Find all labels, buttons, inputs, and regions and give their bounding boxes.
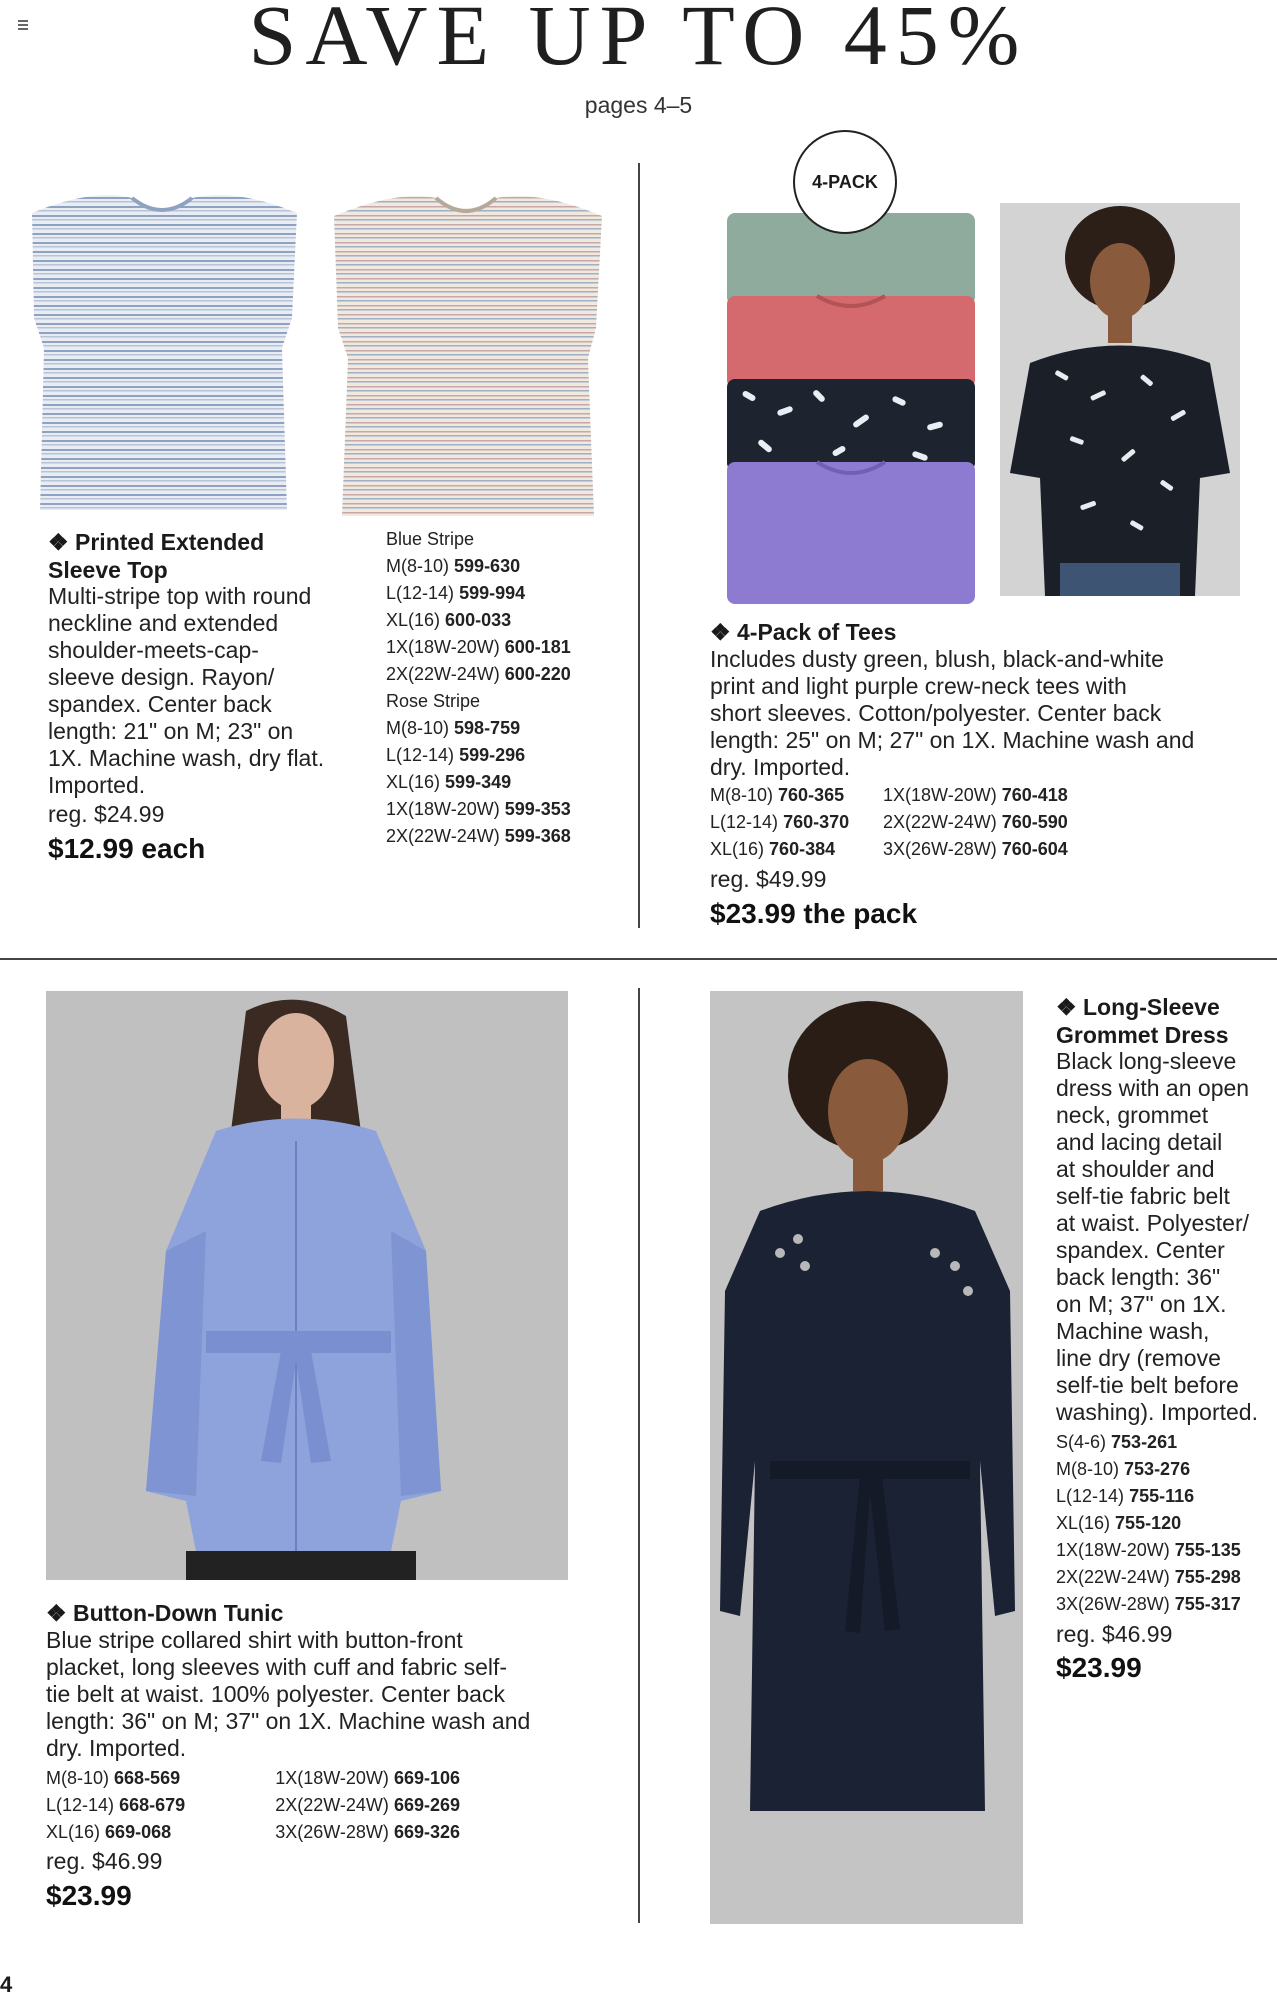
sku-row: L(12-14) 599-994 (386, 583, 526, 603)
color-label-rose-stripe: Rose Stripe (386, 691, 481, 711)
dress-description: Black long-sleeve dress with an open neck, grommet and lacing detail at shoulder and self-tie fabric belt at waist. Polyester/ spandex. Center back length: 36" on M; 37" on 1X. Machine wash, line dry (remove self-tie belt before washing). Imported. (1056, 1048, 1258, 1425)
tunic-reg-price: reg. $46.99 (46, 1848, 163, 1874)
sku-row: M(8-10) 599-630 (386, 556, 521, 576)
four-pack-sku-list-right (883, 782, 1113, 863)
sku-row: XL(16) 755-120 (1056, 1513, 1182, 1533)
sku-row: XL(16) 669-068 (46, 1822, 172, 1842)
four-pack-badge: 4-PACK (793, 130, 897, 234)
page-headline: SAVE UP TO 45% (248, 0, 1029, 83)
sku-row: 3X(26W-28W) 669-326 (275, 1822, 460, 1842)
sku-row: XL(16) 760-384 (710, 839, 836, 859)
sku-row: 1X(18W-20W) 669-106 (275, 1768, 460, 1788)
sku-row: S(4-6) 753-261 (1056, 1432, 1178, 1452)
sku-row: 2X(22W-24W) 599-368 (386, 826, 571, 846)
sku-row: 2X(22W-24W) 600-220 (386, 664, 571, 684)
tunic-description: Blue stripe collared shirt with button-front placket, long sleeves with cuff and fabric self- tie belt at waist. 100% polyester. Center back length: 36" on M; 37" on 1X. Machine wash and dry. Imported. (46, 1627, 531, 1761)
four-pack-description: Includes dusty green, blush, black-and-white print and light purple crew-neck tees with short sleeves. Cotton/polyester. Center back length: 25" on M; 27" on 1X. Machine wash and dry. Imported. (710, 646, 1195, 780)
grommet-dress-image[interactable] (710, 991, 1023, 1924)
pages-label: pages 4–5 (584, 92, 693, 118)
dress-title: ❖ Long-Sleeve Grommet Dress (1056, 994, 1229, 1048)
sku-row: 2X(22W-24W) 755-298 (1056, 1567, 1241, 1587)
blue-stripe-top-image[interactable] (22, 188, 305, 510)
sku-row: XL(16) 600-033 (386, 610, 512, 630)
printed-top-sale-price: $12.99 each (48, 833, 206, 864)
rose-stripe-top-image[interactable] (326, 188, 608, 516)
color-label-blue-stripe: Blue Stripe (386, 529, 475, 549)
sku-row: 1X(18W-20W) 760-418 (883, 785, 1068, 805)
page-number: 4 (0, 1972, 13, 1997)
four-pack-reg-price: reg. $49.99 (710, 866, 827, 892)
sku-row: 1X(18W-20W) 599-353 (386, 799, 571, 819)
dress-sale-price: $23.99 (1056, 1652, 1142, 1683)
four-pack-tees-image[interactable] (722, 208, 980, 608)
sku-row: 1X(18W-20W) 600-181 (386, 637, 571, 657)
dress-reg-price: reg. $46.99 (1056, 1621, 1173, 1647)
sku-row: 2X(22W-24W) 760-590 (883, 812, 1068, 832)
printed-top-sku-list (386, 526, 626, 850)
sku-row: M(8-10) 668-569 (46, 1768, 181, 1788)
sku-row: 3X(26W-28W) 760-604 (883, 839, 1068, 859)
four-pack-sale-price: $23.99 the pack (710, 898, 918, 929)
printed-top-description: Multi-stripe top with round neckline and extended shoulder-meets-cap- sleeve design. Rayon/ spandex. Center back length: 21" on M; 23" on 1X. Machine wash, dry flat. Imported. (48, 583, 325, 798)
sku-row: L(12-14) 755-116 (1056, 1486, 1195, 1506)
button-down-tunic-image[interactable] (46, 991, 568, 1580)
printed-top-title: ❖ Printed Extended Sleeve Top (48, 529, 265, 583)
vertical-divider-top (638, 163, 640, 928)
printed-tee-model-image[interactable] (1000, 203, 1240, 596)
dress-sku-list (1056, 1429, 1271, 1618)
four-pack-title: ❖ 4-Pack of Tees (710, 619, 897, 645)
tunic-sku-list-right (230, 1765, 460, 1846)
sku-row: L(12-14) 599-296 (386, 745, 526, 765)
sku-row: M(8-10) 598-759 (386, 718, 521, 738)
sku-row: L(12-14) 668-679 (46, 1795, 186, 1815)
sku-row: 2X(22W-24W) 669-269 (275, 1795, 460, 1815)
sku-row: 1X(18W-20W) 755-135 (1056, 1540, 1241, 1560)
vertical-divider-bottom (638, 988, 640, 1923)
horizontal-divider (0, 958, 1277, 960)
sku-row: L(12-14) 760-370 (710, 812, 850, 832)
sku-row: M(8-10) 753-276 (1056, 1459, 1191, 1479)
sku-row: XL(16) 599-349 (386, 772, 512, 792)
sku-row: 3X(26W-28W) 755-317 (1056, 1594, 1241, 1614)
tunic-sku-list-left (46, 1765, 231, 1846)
tunic-title: ❖ Button-Down Tunic (46, 1600, 284, 1626)
printed-top-reg-price: reg. $24.99 (48, 801, 165, 827)
four-pack-sku-list-left (710, 782, 885, 863)
tunic-sale-price: $23.99 (46, 1880, 132, 1911)
sku-row: M(8-10) 760-365 (710, 785, 845, 805)
